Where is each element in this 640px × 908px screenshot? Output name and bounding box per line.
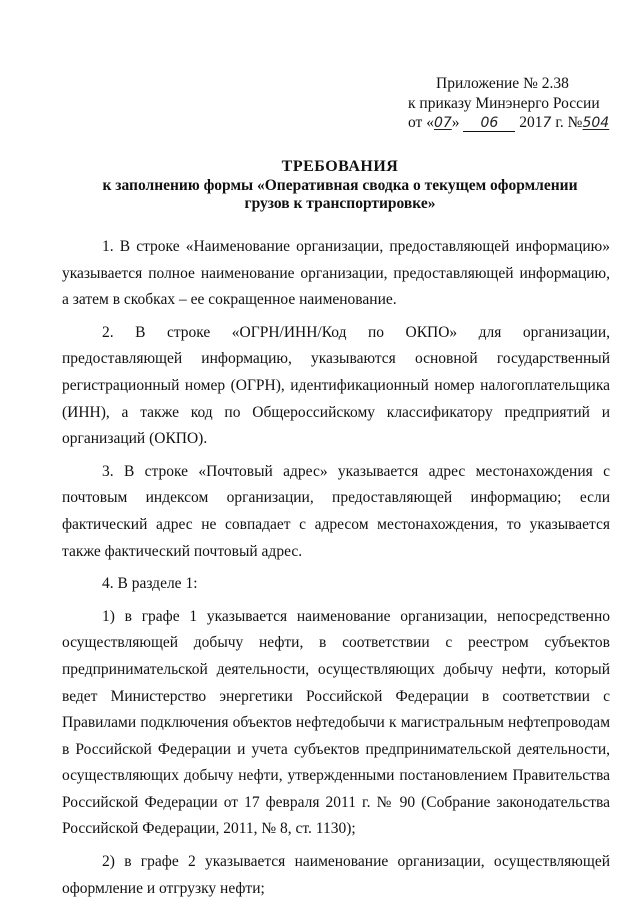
handwritten-month: 06 bbox=[480, 115, 499, 131]
month-blank bbox=[463, 115, 515, 132]
appendix-header bbox=[398, 74, 618, 134]
year-after: г. № bbox=[551, 114, 583, 131]
paragraph-3: 3. В строке «Почтовый адрес» указывается адрес местонахождения с почтовым индексом организации, предоставляющей информацию; если фактический адрес не совпадает с адресом местонахождения, то указывается также фактический почтовый адрес. bbox=[62, 462, 610, 560]
document-title bbox=[60, 158, 620, 214]
title-line-2: к заполнению формы «Оперативная сводка о текущем оформлении bbox=[102, 176, 578, 194]
paragraph-2: 2. В строке «ОГРН/ИНН/Код по ОКПО» для организации, предоставляющей информацию, указываются основной государственный регистрационный номер (ОГРН), идентификационный номер налогоплательщика (ИНН), а также код по Общероссийскому классификатору предприятий и организаций (ОКПО). bbox=[62, 323, 610, 448]
year-prefix: 201 bbox=[519, 114, 543, 131]
paragraph-1: 1. В строке «Наименование организации, предоставляющей информацию» указывается полное наименование организации, предоставляющей информацию, а затем в скобках – ее сокращенное наименование. bbox=[62, 238, 610, 309]
document-body bbox=[62, 234, 610, 908]
title-main: ТРЕБОВАНИЯ bbox=[281, 158, 399, 175]
title-line-3: грузов к транспортировке» bbox=[244, 195, 436, 212]
date-prefix: от « bbox=[408, 114, 434, 131]
handwritten-order-number: 504 bbox=[582, 115, 610, 131]
handwritten-year-digit: 7 bbox=[542, 115, 552, 131]
paragraph-4-2: 2) в графе 2 указывается наименование организации, осуществляющей оформление и отгрузку нефти; bbox=[62, 853, 610, 897]
date-day-close: » bbox=[451, 114, 460, 131]
handwritten-day: 07 bbox=[433, 115, 452, 131]
paragraph-4: 4. В разделе 1: bbox=[102, 575, 198, 593]
appendix-order-ref: к приказу Минэнерго России bbox=[408, 94, 600, 112]
paragraph-4-1: 1) в графе 1 указывается наименование организации, непосредственно осуществляющей добычу нефти, в соответствии с реестром субъектов предпринимательской деятельности, осуществляющих добычу нефти, который ведет Министерство энергетики Российской Федерации в соответствии с Правилами подключения объектов нефтедобычи к магистральным нефтепроводам в Российской Федерации и учета субъектов предпринимательской деятельности, осуществляющих добычу нефти, утвержденными постановлением Правительства Российской Федерации от 17 февраля 2011 г. № 90 (Собрание законодательства Российской Федерации, 2011, № 8, ст. 1130); bbox=[62, 607, 610, 838]
appendix-number: Приложение № 2.38 bbox=[436, 75, 569, 92]
appendix-date-line bbox=[398, 113, 618, 134]
